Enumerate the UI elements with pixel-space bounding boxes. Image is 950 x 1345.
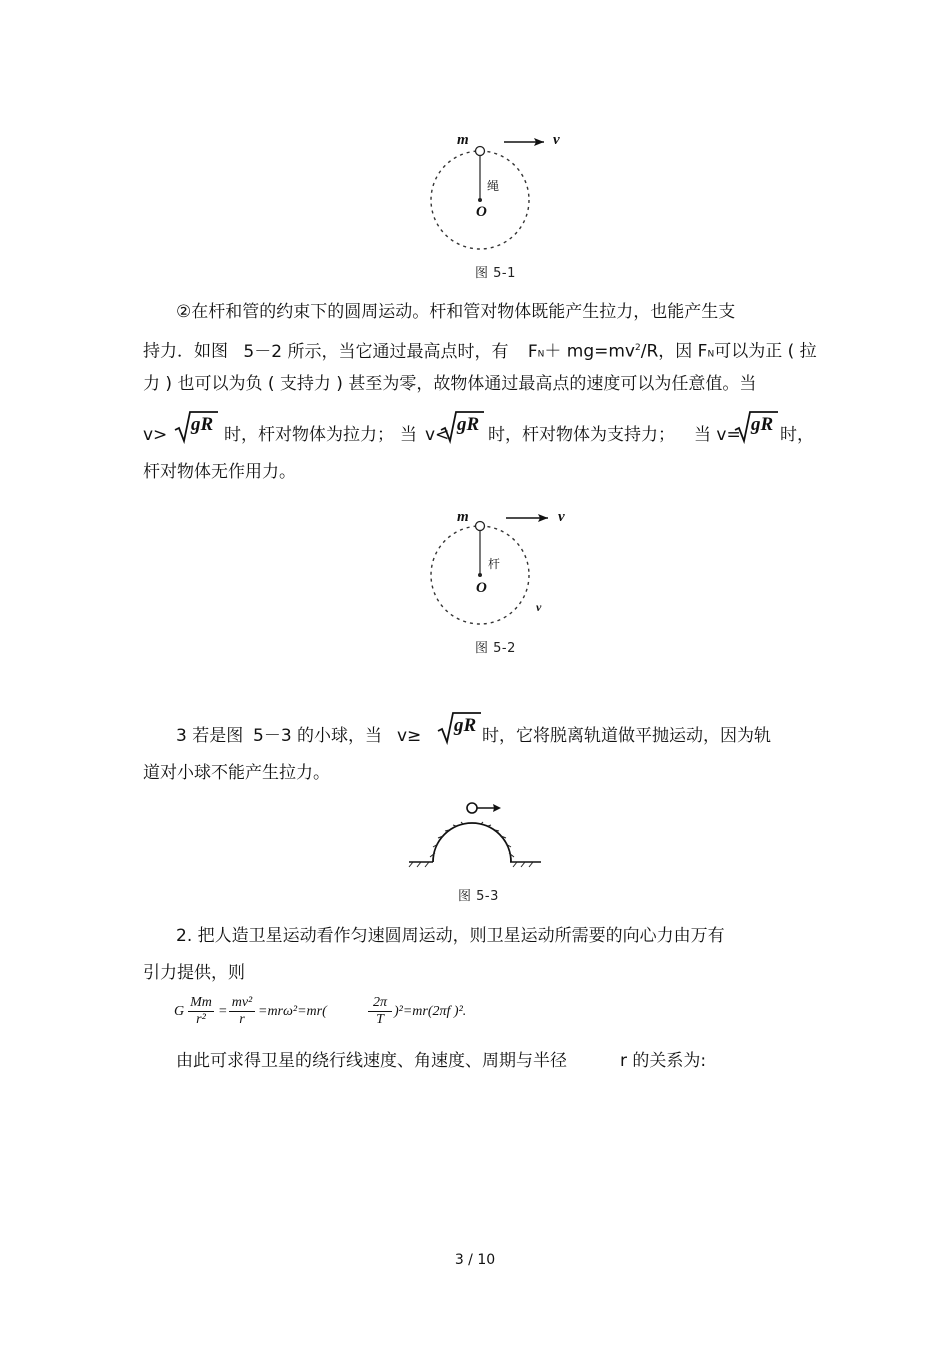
para4-line2: 引力提供，则 <box>143 963 245 983</box>
para5-b: r 的关系为: <box>620 1051 707 1071</box>
para2-l4e: 时，杆对物体为支持力； <box>488 425 675 445</box>
figure2-v2-label: v <box>536 600 542 614</box>
para3-l1c: v≥ <box>397 726 422 746</box>
para2-line1: ②在杆和管的约束下的圆周运动。杆和管对物体既能产生拉力，也能产生支 <box>176 302 736 322</box>
sqrt-gR-4: gR <box>437 711 481 745</box>
figure1-v-label: v <box>553 132 560 148</box>
para5-a: 由此可求得卫星的绕行线速度、角速度、周期与半径 <box>176 1051 567 1071</box>
figure2-v-label: v <box>558 509 565 525</box>
figure1-o-label: O <box>476 204 487 220</box>
para3-l1a: 3 若是图 <box>176 726 244 746</box>
para2-line5: 杆对物体无作用力。 <box>143 462 296 482</box>
mass-ball <box>476 522 485 531</box>
sqrt-gR-2: gR <box>440 410 484 444</box>
figure-5-3 <box>405 798 545 873</box>
para3-l1d: 时，它将脱离轨道做平抛运动，因为轨 <box>482 726 771 746</box>
para3-l1b: 5－3 的小球，当 <box>253 726 383 746</box>
para2-l4b: 时，杆对物体为拉力； <box>224 425 394 445</box>
figure3-caption: 图 5-3 <box>458 889 499 904</box>
para2-l4d: v< <box>425 425 450 445</box>
para4-line1: 2. 把人造卫星运动看作匀速圆周运动，则卫星运动所需要的向心力由万有 <box>176 926 725 946</box>
figure1-caption: 图 5-1 <box>475 266 516 281</box>
para3-line2: 道对小球不能产生拉力。 <box>143 763 330 783</box>
para2-line2: 持力．如图 5－2 所示，当它通过最高点时，有 $FN+ mg=mv^2/R$，因 FN可以为正 ( 拉 <box>143 341 817 362</box>
track-hatching <box>409 822 533 867</box>
para2-l4f: 当 v= <box>694 425 741 445</box>
figure2-caption: 图 5-2 <box>475 641 516 656</box>
sqrt-gR-1: gR <box>174 410 218 444</box>
center-point <box>478 198 482 202</box>
figure-5-2 <box>420 505 580 655</box>
para2-l4g: 时， <box>780 425 814 445</box>
sqrt-gR-3: gR <box>734 410 778 444</box>
figure2-rod-label: 杆 <box>488 557 501 571</box>
para2-l4c: 当 <box>400 425 417 445</box>
ball <box>467 803 477 813</box>
mass-ball <box>476 147 485 156</box>
figure1-rope-label: 绳 <box>487 179 500 193</box>
figure1-m-label: m <box>457 132 469 148</box>
para2-l4a: v> <box>143 425 168 445</box>
figure2-o-label: O <box>476 580 487 596</box>
para2-line3: 力 ) 也可以为负 ( 支持力 ) 甚至为零，故物体通过最高点的速度可以为任意值。当 <box>143 374 757 394</box>
centripetal-formula: G Mm r² = mv² r =mrω²=mr( 2π T )²=mr(2πf )². <box>174 995 467 1027</box>
figure2-m-label: m <box>457 509 469 525</box>
figure-5-1 <box>420 130 580 280</box>
semicircle-track <box>433 823 511 862</box>
page-number: 3 / 10 <box>454 1252 496 1268</box>
center-point <box>478 573 482 577</box>
